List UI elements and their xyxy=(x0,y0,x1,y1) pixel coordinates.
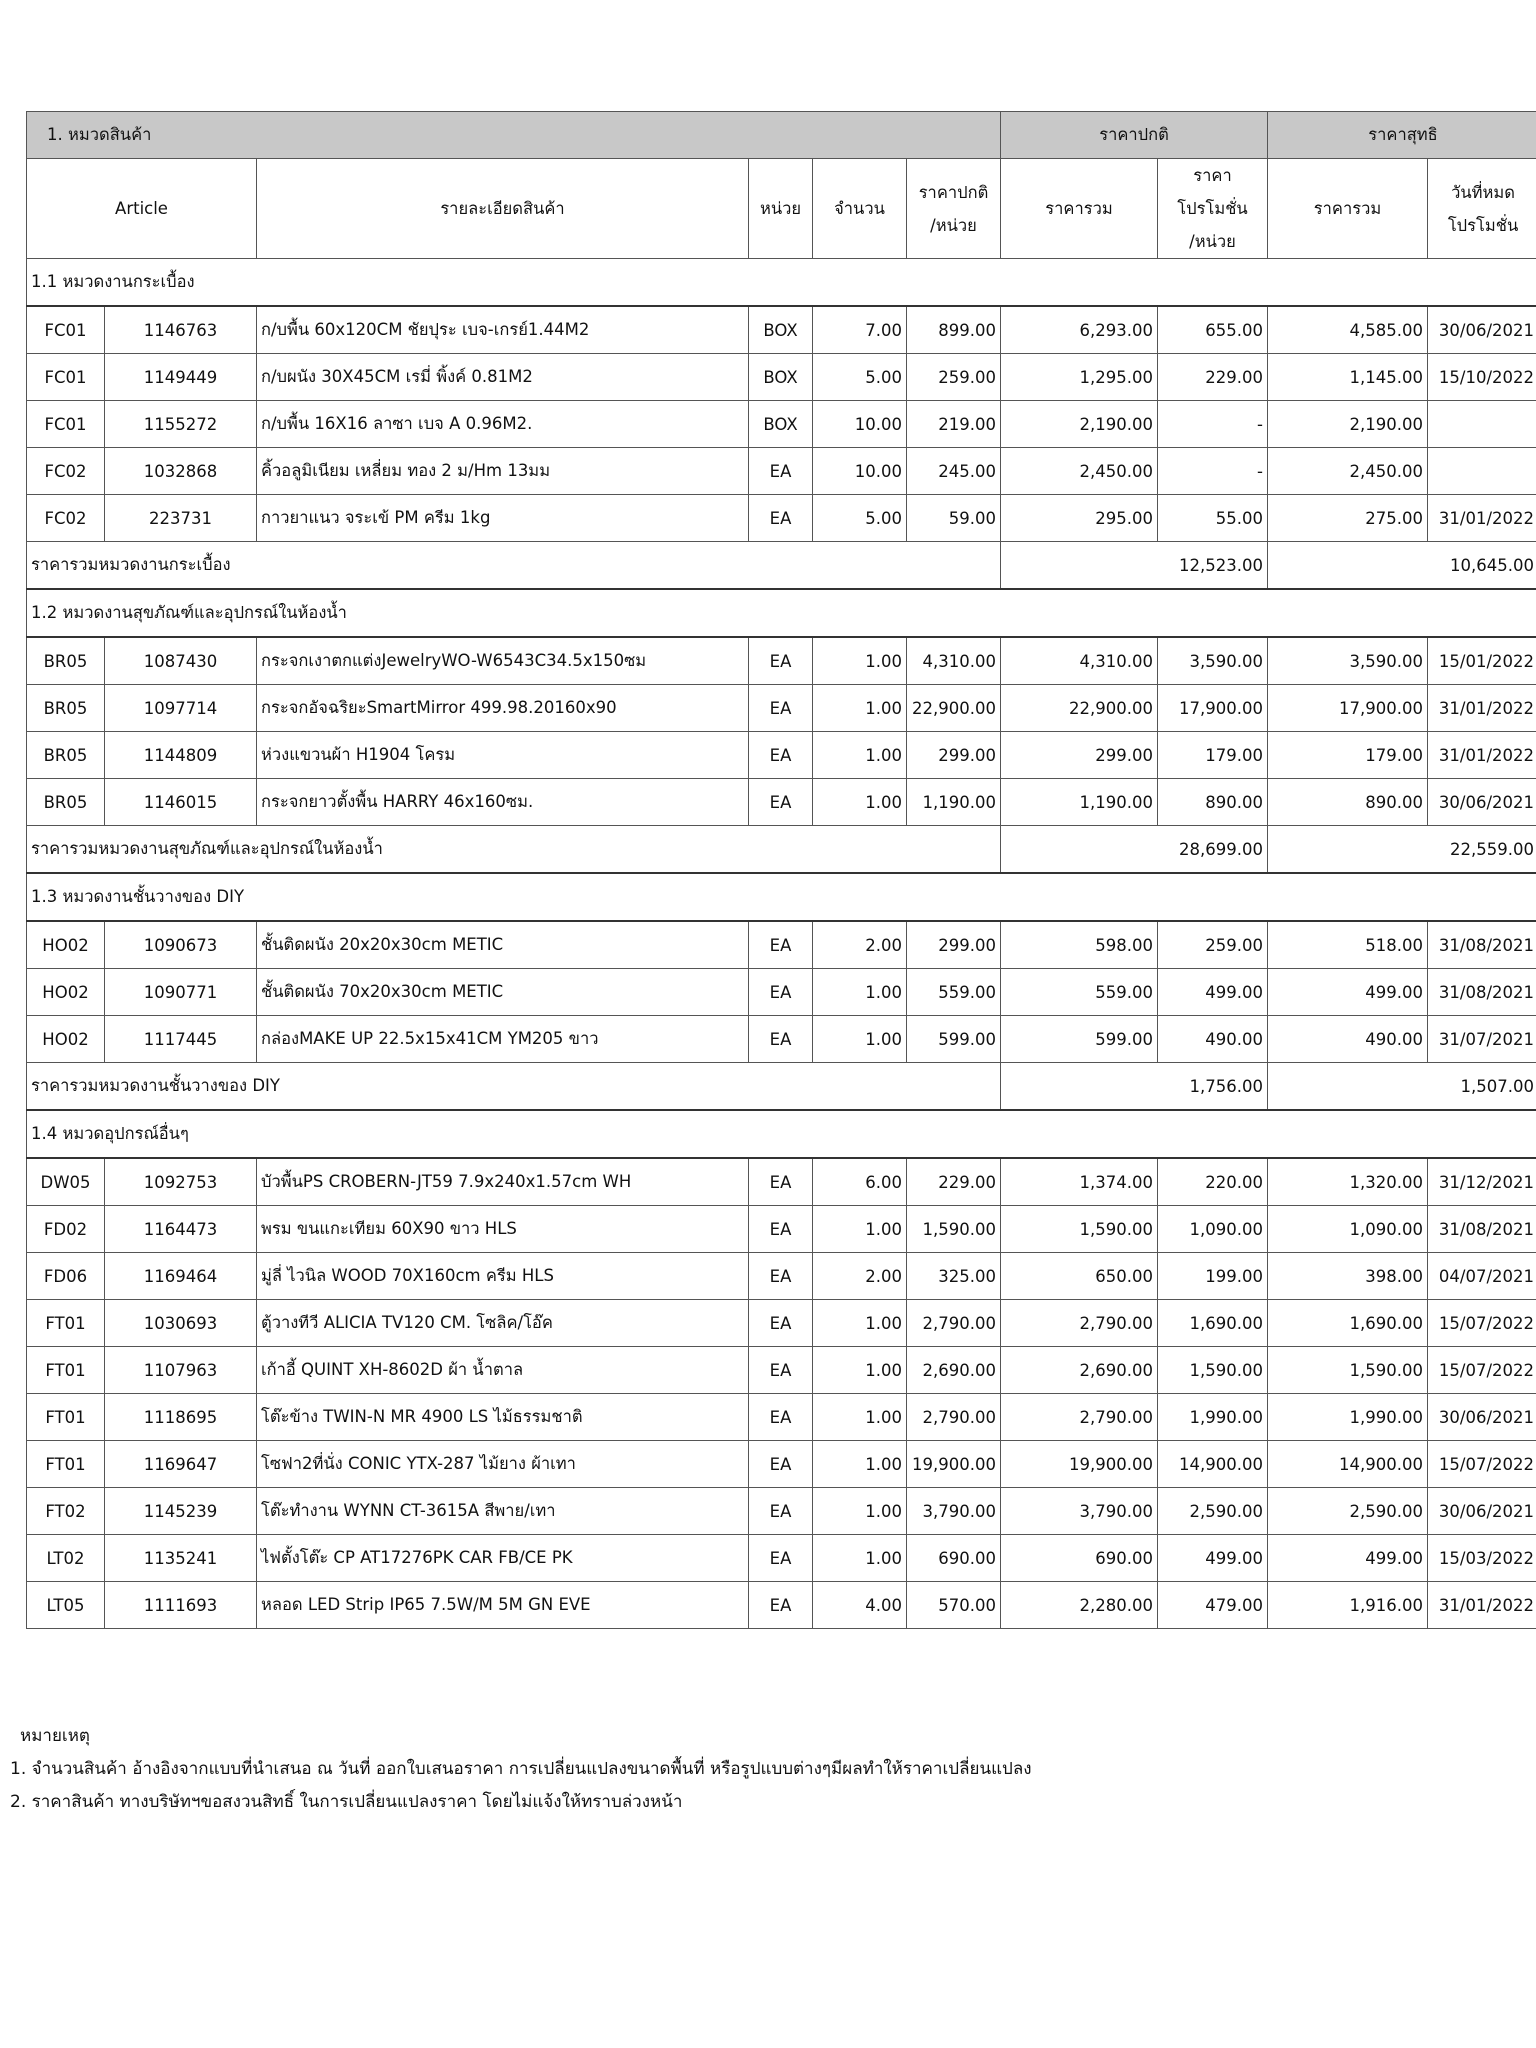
cell-promo-end-date: 31/01/2022 xyxy=(1428,685,1536,732)
cell-qty: 10.00 xyxy=(813,401,907,448)
cell-promo-price: 490.00 xyxy=(1158,1016,1268,1063)
cell-total: 3,790.00 xyxy=(1001,1488,1158,1535)
cell-qty: 7.00 xyxy=(813,306,907,354)
cell-unit-price: 1,590.00 xyxy=(907,1206,1001,1253)
cell-article: 1090673 xyxy=(105,921,257,969)
cell-article: 1149449 xyxy=(105,354,257,401)
cell-qty: 1.00 xyxy=(813,637,907,685)
cell-net-total: 1,990.00 xyxy=(1268,1394,1428,1441)
cell-article: 1145239 xyxy=(105,1488,257,1535)
cell-promo-price: 890.00 xyxy=(1158,779,1268,826)
cell-promo-end-date: 15/07/2022 xyxy=(1428,1300,1536,1347)
cell-description: ชั้นติดผนัง 70x20x30cm METIC xyxy=(257,969,749,1016)
cell-unit: EA xyxy=(749,1300,813,1347)
cell-net-total: 1,320.00 xyxy=(1268,1158,1428,1206)
cell-code: BR05 xyxy=(27,779,105,826)
cell-promo-price: 17,900.00 xyxy=(1158,685,1268,732)
table-row xyxy=(27,1441,1536,1488)
cell-article: 1090771 xyxy=(105,969,257,1016)
section-title: 1.1 หมวดงานกระเบื้อง xyxy=(27,259,1536,307)
col-normal-unit-price-line: ราคาปกติ xyxy=(918,182,989,202)
cell-net-total: 3,590.00 xyxy=(1268,637,1428,685)
cell-promo-price: 55.00 xyxy=(1158,495,1268,542)
cell-description: บัวพื้นPS CROBERN-JT59 7.9x240x1.57cm WH xyxy=(257,1158,749,1206)
cell-code: DW05 xyxy=(27,1158,105,1206)
cell-promo-price: 179.00 xyxy=(1158,732,1268,779)
column-header-row xyxy=(27,159,1536,259)
cell-net-total: 1,916.00 xyxy=(1268,1582,1428,1629)
cell-unit-price: 899.00 xyxy=(907,306,1001,354)
cell-promo-end-date: 31/01/2022 xyxy=(1428,495,1536,542)
cell-promo-end-date: 31/01/2022 xyxy=(1428,732,1536,779)
cell-description: กาวยาแนว จระเข้ PM ครีม 1kg xyxy=(257,495,749,542)
cell-promo-end-date xyxy=(1428,401,1536,448)
cell-total: 690.00 xyxy=(1001,1535,1158,1582)
cell-total: 6,293.00 xyxy=(1001,306,1158,354)
cell-unit: EA xyxy=(749,448,813,495)
cell-unit-price: 22,900.00 xyxy=(907,685,1001,732)
cell-unit: EA xyxy=(749,637,813,685)
cell-article: 1135241 xyxy=(105,1535,257,1582)
cell-unit-price: 4,310.00 xyxy=(907,637,1001,685)
cell-article: 1164473 xyxy=(105,1206,257,1253)
table-row xyxy=(27,637,1536,685)
cell-promo-price: - xyxy=(1158,448,1268,495)
col-promo-unit-price-line: /หน่วย xyxy=(1189,232,1236,251)
cell-qty: 10.00 xyxy=(813,448,907,495)
cell-promo-price: 3,590.00 xyxy=(1158,637,1268,685)
subtotal-net: 10,645.00 xyxy=(1268,542,1536,590)
cell-net-total: 2,590.00 xyxy=(1268,1488,1428,1535)
table-row xyxy=(27,401,1536,448)
cell-total: 295.00 xyxy=(1001,495,1158,542)
cell-net-total: 17,900.00 xyxy=(1268,685,1428,732)
col-qty: จำนวน xyxy=(813,159,907,259)
cell-article: 1118695 xyxy=(105,1394,257,1441)
cell-qty: 1.00 xyxy=(813,1535,907,1582)
cell-unit: EA xyxy=(749,1347,813,1394)
table-row xyxy=(27,1488,1536,1535)
cell-description: โต๊ะข้าง TWIN-N MR 4900 LS ไม้ธรรมชาติ xyxy=(257,1394,749,1441)
cell-unit-price: 219.00 xyxy=(907,401,1001,448)
cell-description: กระจกอัจฉริยะSmartMirror 499.98.20160x90 xyxy=(257,685,749,732)
cell-unit: EA xyxy=(749,921,813,969)
cell-unit: EA xyxy=(749,495,813,542)
cell-net-total: 2,450.00 xyxy=(1268,448,1428,495)
cell-total: 2,280.00 xyxy=(1001,1582,1158,1629)
quotation-table xyxy=(26,111,1536,1629)
cell-code: FT01 xyxy=(27,1394,105,1441)
cell-promo-price: 1,990.00 xyxy=(1158,1394,1268,1441)
col-promo-unit-price-line: โปรโมชั่น xyxy=(1177,199,1248,218)
cell-qty: 1.00 xyxy=(813,1394,907,1441)
cell-qty: 1.00 xyxy=(813,1347,907,1394)
cell-article: 1111693 xyxy=(105,1582,257,1629)
cell-unit: EA xyxy=(749,1253,813,1300)
table-row xyxy=(27,685,1536,732)
cell-qty: 1.00 xyxy=(813,1488,907,1535)
col-description: รายละเอียดสินค้า xyxy=(257,159,749,259)
cell-code: FC02 xyxy=(27,448,105,495)
subtotal-normal: 12,523.00 xyxy=(1001,542,1268,590)
cell-promo-end-date: 15/10/2022 xyxy=(1428,354,1536,401)
cell-promo-end-date: 31/12/2021 xyxy=(1428,1158,1536,1206)
section-header-row xyxy=(27,1110,1536,1158)
subtotal-row xyxy=(27,1063,1536,1111)
section-title: 1.4 หมวดอุปกรณ์อื่นๆ xyxy=(27,1110,1536,1158)
cell-article: 1117445 xyxy=(105,1016,257,1063)
table-row xyxy=(27,921,1536,969)
cell-description: ตู้วางทีวี ALICIA TV120 CM. โซลิค/โอ๊ค xyxy=(257,1300,749,1347)
cell-unit: EA xyxy=(749,732,813,779)
cell-code: FC02 xyxy=(27,495,105,542)
cell-unit: BOX xyxy=(749,306,813,354)
cell-description: ก/บพื้น 16X16 ลาซา เบจ A 0.96M2. xyxy=(257,401,749,448)
cell-unit-price: 3,790.00 xyxy=(907,1488,1001,1535)
cell-unit: EA xyxy=(749,1016,813,1063)
cell-total: 650.00 xyxy=(1001,1253,1158,1300)
subtotal-normal: 28,699.00 xyxy=(1001,826,1268,874)
subtotal-label: ราคารวมหมวดงานกระเบื้อง xyxy=(27,542,1001,590)
cell-description: โซฟา2ที่นั่ง CONIC YTX-287 ไม้ยาง ผ้าเทา xyxy=(257,1441,749,1488)
cell-description: พรม ขนแกะเทียม 60X90 ขาว HLS xyxy=(257,1206,749,1253)
col-article: Article xyxy=(27,159,257,259)
subtotal-net: 22,559.00 xyxy=(1268,826,1536,874)
cell-qty: 5.00 xyxy=(813,354,907,401)
cell-net-total: 275.00 xyxy=(1268,495,1428,542)
cell-code: BR05 xyxy=(27,685,105,732)
cell-unit: EA xyxy=(749,1394,813,1441)
cell-code: LT02 xyxy=(27,1535,105,1582)
cell-article: 1097714 xyxy=(105,685,257,732)
cell-unit-price: 599.00 xyxy=(907,1016,1001,1063)
cell-promo-price: 259.00 xyxy=(1158,921,1268,969)
cell-total: 19,900.00 xyxy=(1001,1441,1158,1488)
cell-article: 223731 xyxy=(105,495,257,542)
section-title: 1.2 หมวดงานสุขภัณฑ์และอุปกรณ์ในห้องน้ำ xyxy=(27,589,1536,637)
cell-total: 299.00 xyxy=(1001,732,1158,779)
cell-qty: 1.00 xyxy=(813,732,907,779)
cell-unit-price: 1,190.00 xyxy=(907,779,1001,826)
cell-total: 598.00 xyxy=(1001,921,1158,969)
cell-net-total: 398.00 xyxy=(1268,1253,1428,1300)
cell-code: FC01 xyxy=(27,306,105,354)
section-title: 1.3 หมวดงานชั้นวางของ DIY xyxy=(27,873,1536,921)
cell-promo-price: 1,090.00 xyxy=(1158,1206,1268,1253)
cell-total: 599.00 xyxy=(1001,1016,1158,1063)
col-promo-end-line: โปรโมชั่น xyxy=(1447,215,1519,235)
cell-unit-price: 259.00 xyxy=(907,354,1001,401)
cell-article: 1144809 xyxy=(105,732,257,779)
cell-description: กระจกเงาตกแต่งJewelryWO-W6543C34.5x150ซม xyxy=(257,637,749,685)
cell-description: กล่องMAKE UP 22.5x15x41CM YM205 ขาว xyxy=(257,1016,749,1063)
cell-promo-price: 1,590.00 xyxy=(1158,1347,1268,1394)
cell-unit-price: 2,790.00 xyxy=(907,1394,1001,1441)
cell-promo-end-date: 31/07/2021 xyxy=(1428,1016,1536,1063)
cell-promo-end-date: 15/07/2022 xyxy=(1428,1347,1536,1394)
cell-promo-end-date: 31/08/2021 xyxy=(1428,1206,1536,1253)
net-price-group: ราคาสุทธิ xyxy=(1268,112,1536,159)
cell-promo-price: - xyxy=(1158,401,1268,448)
cell-net-total: 518.00 xyxy=(1268,921,1428,969)
cell-code: FT01 xyxy=(27,1347,105,1394)
cell-qty: 2.00 xyxy=(813,921,907,969)
cell-article: 1146015 xyxy=(105,779,257,826)
cell-net-total: 1,590.00 xyxy=(1268,1347,1428,1394)
table-row xyxy=(27,732,1536,779)
cell-code: FD06 xyxy=(27,1253,105,1300)
table-row xyxy=(27,779,1536,826)
table-row xyxy=(27,1300,1536,1347)
cell-promo-end-date: 31/08/2021 xyxy=(1428,921,1536,969)
cell-promo-end-date: 30/06/2021 xyxy=(1428,1394,1536,1441)
cell-total: 2,790.00 xyxy=(1001,1300,1158,1347)
table-row xyxy=(27,354,1536,401)
table-row xyxy=(27,1206,1536,1253)
cell-article: 1169647 xyxy=(105,1441,257,1488)
cell-unit: EA xyxy=(749,685,813,732)
table-row xyxy=(27,1535,1536,1582)
cell-total: 1,295.00 xyxy=(1001,354,1158,401)
cell-code: BR05 xyxy=(27,637,105,685)
cell-unit-price: 19,900.00 xyxy=(907,1441,1001,1488)
cell-unit: EA xyxy=(749,1535,813,1582)
cell-unit: BOX xyxy=(749,401,813,448)
subtotal-net: 1,507.00 xyxy=(1268,1063,1536,1111)
normal-price-group: ราคาปกติ xyxy=(1001,112,1268,159)
col-promo-end-line: วันที่หมด xyxy=(1451,182,1515,202)
cell-description: กระจกยาวตั้งพื้น HARRY 46x160ซม. xyxy=(257,779,749,826)
cell-promo-end-date: 31/08/2021 xyxy=(1428,969,1536,1016)
cell-promo-end-date: 30/06/2021 xyxy=(1428,306,1536,354)
table-row xyxy=(27,1347,1536,1394)
col-normal-total: ราคารวม xyxy=(1001,159,1158,259)
cell-unit-price: 2,690.00 xyxy=(907,1347,1001,1394)
cell-code: FC01 xyxy=(27,401,105,448)
cell-net-total: 1,145.00 xyxy=(1268,354,1428,401)
cell-promo-end-date: 15/07/2022 xyxy=(1428,1441,1536,1488)
cell-unit-price: 570.00 xyxy=(907,1582,1001,1629)
col-promo-unit-price-line: ราคา xyxy=(1193,166,1232,185)
cell-unit: EA xyxy=(749,1488,813,1535)
cell-article: 1169464 xyxy=(105,1253,257,1300)
cell-unit-price: 299.00 xyxy=(907,921,1001,969)
col-normal-unit-price-line: /หน่วย xyxy=(930,215,977,235)
cell-promo-end-date: 31/01/2022 xyxy=(1428,1582,1536,1629)
cell-total: 2,450.00 xyxy=(1001,448,1158,495)
subtotal-label: ราคารวมหมวดงานสุขภัณฑ์และอุปกรณ์ในห้องน้ำ xyxy=(27,826,1001,874)
cell-promo-price: 479.00 xyxy=(1158,1582,1268,1629)
subtotal-row xyxy=(27,826,1536,874)
cell-total: 4,310.00 xyxy=(1001,637,1158,685)
cell-article: 1087430 xyxy=(105,637,257,685)
subtotal-row xyxy=(27,542,1536,590)
cell-total: 2,190.00 xyxy=(1001,401,1158,448)
cell-article: 1092753 xyxy=(105,1158,257,1206)
cell-unit: EA xyxy=(749,779,813,826)
cell-qty: 6.00 xyxy=(813,1158,907,1206)
cell-total: 1,190.00 xyxy=(1001,779,1158,826)
cell-article: 1146763 xyxy=(105,306,257,354)
table-row xyxy=(27,306,1536,354)
cell-promo-end-date: 30/06/2021 xyxy=(1428,779,1536,826)
cell-promo-price: 499.00 xyxy=(1158,969,1268,1016)
col-unit: หน่วย xyxy=(749,159,813,259)
section-header-row xyxy=(27,873,1536,921)
cell-unit-price: 299.00 xyxy=(907,732,1001,779)
cell-qty: 1.00 xyxy=(813,1441,907,1488)
cell-promo-end-date: 04/07/2021 xyxy=(1428,1253,1536,1300)
cell-code: FT02 xyxy=(27,1488,105,1535)
cell-net-total: 2,190.00 xyxy=(1268,401,1428,448)
cell-unit: EA xyxy=(749,1206,813,1253)
table-row xyxy=(27,1016,1536,1063)
cell-description: ชั้นติดผนัง 20x20x30cm METIC xyxy=(257,921,749,969)
cell-code: FD02 xyxy=(27,1206,105,1253)
cell-promo-price: 199.00 xyxy=(1158,1253,1268,1300)
col-normal-unit-price xyxy=(907,159,1001,259)
table-row xyxy=(27,1582,1536,1629)
cell-description: มู่ลี่ ไวนิล WOOD 70X160cm ครีม HLS xyxy=(257,1253,749,1300)
cell-net-total: 890.00 xyxy=(1268,779,1428,826)
cell-article: 1107963 xyxy=(105,1347,257,1394)
col-promo-end xyxy=(1428,159,1536,259)
note-item: 1. จำนวนสินค้า อ้างอิงจากแบบที่นำเสนอ ณ วันที่ ออกใบเสนอราคา การเปลี่ยนแปลงขนาดพื้นที่ หรือรูปแบบต่างๆมีผลทำให้ราคาเปลี่ยนแปลง xyxy=(10,1759,1032,1779)
table-row xyxy=(27,1253,1536,1300)
cell-unit-price: 690.00 xyxy=(907,1535,1001,1582)
cell-total: 2,790.00 xyxy=(1001,1394,1158,1441)
cell-qty: 1.00 xyxy=(813,1300,907,1347)
cell-net-total: 490.00 xyxy=(1268,1016,1428,1063)
cell-description: ห่วงแขวนผ้า H1904 โครม xyxy=(257,732,749,779)
cell-unit-price: 229.00 xyxy=(907,1158,1001,1206)
cell-total: 1,374.00 xyxy=(1001,1158,1158,1206)
cell-qty: 1.00 xyxy=(813,1206,907,1253)
cell-net-total: 1,090.00 xyxy=(1268,1206,1428,1253)
cell-promo-end-date: 15/03/2022 xyxy=(1428,1535,1536,1582)
cell-total: 1,590.00 xyxy=(1001,1206,1158,1253)
cell-net-total: 499.00 xyxy=(1268,1535,1428,1582)
cell-article: 1155272 xyxy=(105,401,257,448)
cell-total: 2,690.00 xyxy=(1001,1347,1158,1394)
cell-code: BR05 xyxy=(27,732,105,779)
cell-code: HO02 xyxy=(27,1016,105,1063)
cell-description: โต๊ะทำงาน WYNN CT-3615A สีพาย/เทา xyxy=(257,1488,749,1535)
cell-code: FT01 xyxy=(27,1300,105,1347)
cell-unit: EA xyxy=(749,1441,813,1488)
cell-qty: 1.00 xyxy=(813,1016,907,1063)
cell-total: 559.00 xyxy=(1001,969,1158,1016)
section-header-row xyxy=(27,589,1536,637)
notes xyxy=(10,1720,1032,1819)
cell-description: คิ้วอลูมิเนียม เหลี่ยม ทอง 2 ม/Hm 13มม xyxy=(257,448,749,495)
cell-article: 1030693 xyxy=(105,1300,257,1347)
cell-qty: 1.00 xyxy=(813,969,907,1016)
cell-net-total: 499.00 xyxy=(1268,969,1428,1016)
table-row xyxy=(27,1394,1536,1441)
note-item: 2. ราคาสินค้า ทางบริษัทฯขอสงวนสิทธิ์ ในการเปลี่ยนแปลงราคา โดยไม่แจ้งให้ทราบล่วงหน้า xyxy=(10,1792,683,1812)
cell-unit: BOX xyxy=(749,354,813,401)
cell-code: HO02 xyxy=(27,921,105,969)
subtotal-normal: 1,756.00 xyxy=(1001,1063,1268,1111)
table-row xyxy=(27,448,1536,495)
cell-code: FC01 xyxy=(27,354,105,401)
cell-unit: EA xyxy=(749,1158,813,1206)
cell-promo-end-date: 30/06/2021 xyxy=(1428,1488,1536,1535)
cell-net-total: 1,690.00 xyxy=(1268,1300,1428,1347)
col-promo-unit-price xyxy=(1158,159,1268,259)
table-row xyxy=(27,969,1536,1016)
cell-description: หลอด LED Strip IP65 7.5W/M 5M GN EVE xyxy=(257,1582,749,1629)
cell-promo-price: 499.00 xyxy=(1158,1535,1268,1582)
cell-promo-price: 229.00 xyxy=(1158,354,1268,401)
cell-code: HO02 xyxy=(27,969,105,1016)
cell-net-total: 4,585.00 xyxy=(1268,306,1428,354)
cell-unit-price: 59.00 xyxy=(907,495,1001,542)
cell-unit-price: 2,790.00 xyxy=(907,1300,1001,1347)
cell-promo-end-date: 15/01/2022 xyxy=(1428,637,1536,685)
cell-unit: EA xyxy=(749,969,813,1016)
cell-unit: EA xyxy=(749,1582,813,1629)
cell-qty: 4.00 xyxy=(813,1582,907,1629)
notes-title: หมายเหตุ xyxy=(20,1726,90,1746)
cell-promo-price: 14,900.00 xyxy=(1158,1441,1268,1488)
cell-net-total: 14,900.00 xyxy=(1268,1441,1428,1488)
cell-net-total: 179.00 xyxy=(1268,732,1428,779)
cell-description: เก้าอี้ QUINT XH-8602D ผ้า น้ำตาล xyxy=(257,1347,749,1394)
cell-description: ไฟตั้งโต๊ะ CP AT17276PK CAR FB/CE PK xyxy=(257,1535,749,1582)
cell-qty: 1.00 xyxy=(813,779,907,826)
cell-unit-price: 245.00 xyxy=(907,448,1001,495)
table-row xyxy=(27,1158,1536,1206)
cell-promo-price: 655.00 xyxy=(1158,306,1268,354)
cell-total: 22,900.00 xyxy=(1001,685,1158,732)
cell-unit-price: 559.00 xyxy=(907,969,1001,1016)
cell-promo-price: 2,590.00 xyxy=(1158,1488,1268,1535)
cell-description: ก/บพื้น 60x120CM ชัยปุระ เบจ-เกรย์1.44M2 xyxy=(257,306,749,354)
cell-promo-price: 220.00 xyxy=(1158,1158,1268,1206)
cell-code: LT05 xyxy=(27,1582,105,1629)
subtotal-label: ราคารวมหมวดงานชั้นวางของ DIY xyxy=(27,1063,1001,1111)
cell-description: ก/บผนัง 30X45CM เรมี่ พิ้งค์ 0.81M2 xyxy=(257,354,749,401)
cell-qty: 1.00 xyxy=(813,685,907,732)
cell-unit-price: 325.00 xyxy=(907,1253,1001,1300)
cell-qty: 5.00 xyxy=(813,495,907,542)
cell-qty: 2.00 xyxy=(813,1253,907,1300)
col-net-total: ราคารวม xyxy=(1268,159,1428,259)
group-header-row xyxy=(27,112,1536,159)
table-row xyxy=(27,495,1536,542)
cell-code: FT01 xyxy=(27,1441,105,1488)
category-title: 1. หมวดสินค้า xyxy=(27,112,1001,159)
cell-promo-end-date xyxy=(1428,448,1536,495)
section-header-row xyxy=(27,259,1536,307)
cell-article: 1032868 xyxy=(105,448,257,495)
cell-promo-price: 1,690.00 xyxy=(1158,1300,1268,1347)
